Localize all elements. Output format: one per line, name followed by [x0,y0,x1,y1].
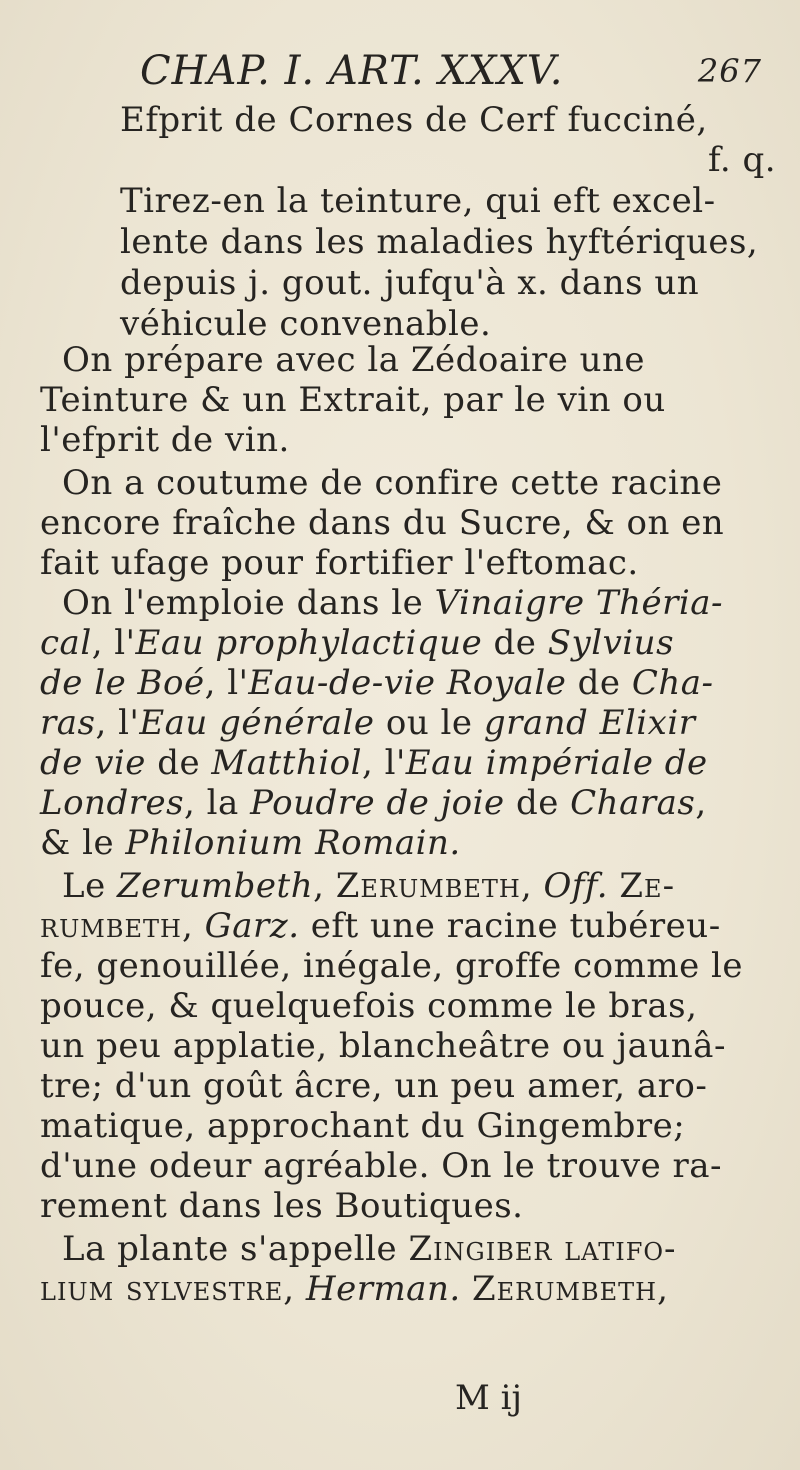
text-line: matique, approchant du Gingembre; [40,1106,686,1146]
text-line: fait ufage pour fortifier l'eftomac. [40,543,639,583]
text-line: de vie de Matthiol, l'Eau impériale de [40,743,708,783]
text-line: pouce, & quelquefois comme le bras, [40,986,698,1026]
running-header [140,48,762,94]
running-head: CHAP. I. ART. XXXV. [140,48,564,94]
text-line: encore fraîche dans du Sucre, & on en [40,503,725,543]
text-line: Le Zerumbeth, Zerumbeth, Off. Ze- [62,866,676,906]
text-line: f. q. [708,140,777,180]
signature-mark: M ij [455,1378,523,1418]
text-line: de le Boé, l'Eau-de-vie Royale de Cha- [40,663,714,703]
text-line: Londres, la Poudre de joie de Charas, [40,783,707,823]
text-line: On l'emploie dans le Vinaigre Théria- [62,583,723,623]
text-line: cal, l'Eau prophylactique de Sylvius [40,623,675,663]
text-line: Efprit de Cornes de Cerf fucciné, [120,100,708,140]
text-line: lente dans les maladies hyftériques, [120,222,759,262]
text-line: rumbeth, Garz. eft une racine tubéreu- [40,906,721,946]
text-line: tre; d'un goût âcre, un peu amer, aro- [40,1066,708,1106]
text-line: On prépare avec la Zédoaire une [62,340,646,380]
text-line: depuis j. gout. jufqu'à x. dans un [120,263,700,303]
text-line: ras, l'Eau générale ou le grand Elixir [40,703,696,743]
text-line: lium sylvestre, Herman. Zerumbeth, [40,1269,669,1309]
text-line: un peu applatie, blancheâtre ou jaunâ- [40,1026,726,1066]
text-line: l'efprit de vin. [40,420,290,460]
page-number: 267 [697,52,762,90]
text-line: véhicule convenable. [120,304,492,344]
text-line: On a coutume de confire cette racine [62,463,723,503]
text-line: d'une odeur agréable. On le trouve ra- [40,1146,723,1186]
text-line: La plante s'appelle Zingiber latifo- [62,1229,677,1269]
text-line: Tirez-en la teinture, qui eft excel- [120,181,716,221]
text-line: Teinture & un Extrait, par le vin ou [40,380,666,420]
text-line: rement dans les Boutiques. [40,1186,524,1226]
text-line: & le Philonium Romain. [40,823,461,863]
text-line: fe, genouillée, inégale, groffe comme le [40,946,743,986]
